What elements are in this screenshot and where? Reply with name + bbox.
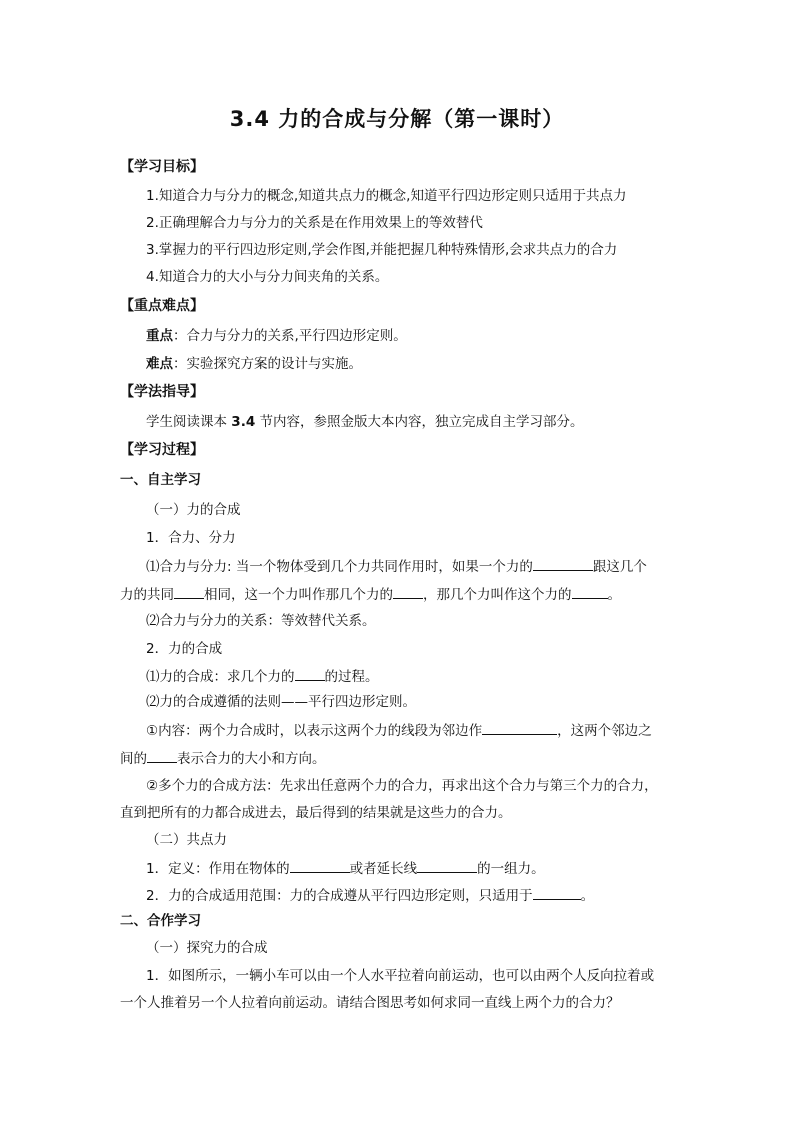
fill-line (146, 556, 647, 577)
part-self-study: 一、自主学习 (120, 472, 201, 488)
text: 相同，这一个力叫作那几个力的 (204, 587, 393, 603)
text: 或者延长线 (349, 861, 418, 877)
fill-line (120, 748, 326, 769)
fill-line (146, 720, 652, 741)
blank-field (290, 858, 350, 873)
blank-field (295, 666, 325, 681)
text: 跟这几个 (592, 559, 647, 575)
objective-item: 3.掌握力的平行四边形定则,学会作图,并能把握几种特殊情形,会求共点力的合力 (146, 242, 618, 258)
fill-line (146, 885, 594, 906)
fill-line (146, 858, 545, 879)
objective-item: 2.正确理解合力与分力的关系是在作用效果上的等效替代 (146, 215, 483, 231)
text-line: 1．如图所示，一辆小车可以由一个人水平拉着向前运动，也可以由两个人反向拉着或 (146, 968, 655, 984)
blank-field (174, 584, 204, 599)
subsection-concurrent-forces: （二）共点力 (146, 832, 227, 848)
text: 间的 (120, 751, 147, 767)
objectives-header: 【学习目标】 (120, 159, 204, 175)
text: 1．定义：作用在物体的 (146, 861, 290, 877)
blank-field (572, 584, 608, 599)
text-line: ②多个力的合成方法：先求出任意两个力的合力，再求出这个合力与第三个力的合力， (146, 778, 658, 794)
objective-item: 1.知道合力与分力的概念,知道共点力的概念,知道平行四边形定则只适用于共点力 (146, 188, 627, 204)
method-text-a: 学生阅读课本 (146, 414, 232, 430)
text-line: 一个人推着另一个人拉着向前运动。请结合图思考如何求同一直线上两个力的合力？ (120, 995, 620, 1011)
page-title: 3.4 力的合成与分解（第一课时） (229, 107, 565, 131)
subsection-explore: （一）探究力的合成 (146, 940, 268, 956)
text: ①内容：两个力合成时，以表示这两个力的线段为邻边作 (146, 723, 483, 739)
blank-field (417, 858, 477, 873)
key-point-line (146, 326, 407, 346)
item-heading: 2．力的合成 (146, 641, 223, 657)
method-header: 【学法指导】 (120, 384, 204, 400)
text: 表示合力的大小和方向。 (177, 751, 326, 767)
text-line: ⑵合力与分力的关系：等效替代关系。 (146, 613, 376, 629)
fill-line (146, 666, 379, 687)
subsection-force-composition: （一）力的合成 (146, 502, 241, 518)
fill-line (120, 584, 621, 605)
objective-item: 4.知道合力的大小与分力间夹角的关系。 (146, 269, 389, 285)
key-label: 重点 (146, 328, 173, 344)
difficult-text: ：实验探究方案的设计与实施。 (173, 356, 362, 372)
method-text (146, 412, 584, 432)
key-points-header: 【重点难点】 (120, 298, 204, 314)
item-heading: 1．合力、分力 (146, 530, 236, 546)
text: 的过程。 (324, 669, 379, 685)
blank-field (482, 720, 557, 735)
blank-field (533, 556, 593, 571)
text-line: 直到把所有的力都合成进去，最后得到的结果就是这些力的合力。 (120, 805, 512, 821)
text: 。 (607, 587, 621, 603)
part-cooperative-study: 二、合作学习 (120, 913, 201, 929)
text: 的一组力。 (477, 861, 545, 877)
text: 力的共同 (120, 587, 174, 603)
difficult-label: 难点 (146, 356, 173, 372)
difficult-point-line (146, 354, 362, 374)
key-text: ：合力与分力的关系,平行四边形定则。 (173, 328, 407, 344)
text: ，那几个力叫作这个力的 (423, 587, 572, 603)
text: 。 (580, 888, 595, 904)
blank-field (147, 748, 177, 763)
blank-field (393, 584, 423, 599)
blank-field (533, 885, 581, 900)
process-header: 【学习过程】 (120, 442, 204, 458)
method-text-b: 节内容，参照金版大本内容，独立完成自主学习部分。 (255, 414, 584, 430)
text: 2．力的合成适用范围：力的合成遵从平行四边形定则，只适用于 (146, 888, 533, 904)
text: ⑴合力与分力: 当一个物体受到几个力共同作用时，如果一个力的 (146, 559, 533, 575)
text: ，这两个邻边之 (557, 723, 652, 739)
method-section-number: 3.4 (231, 414, 256, 430)
text: ⑴力的合成：求几个力的 (146, 669, 295, 685)
text-line: ⑵力的合成遵循的法则——平行四边形定则。 (146, 694, 416, 710)
